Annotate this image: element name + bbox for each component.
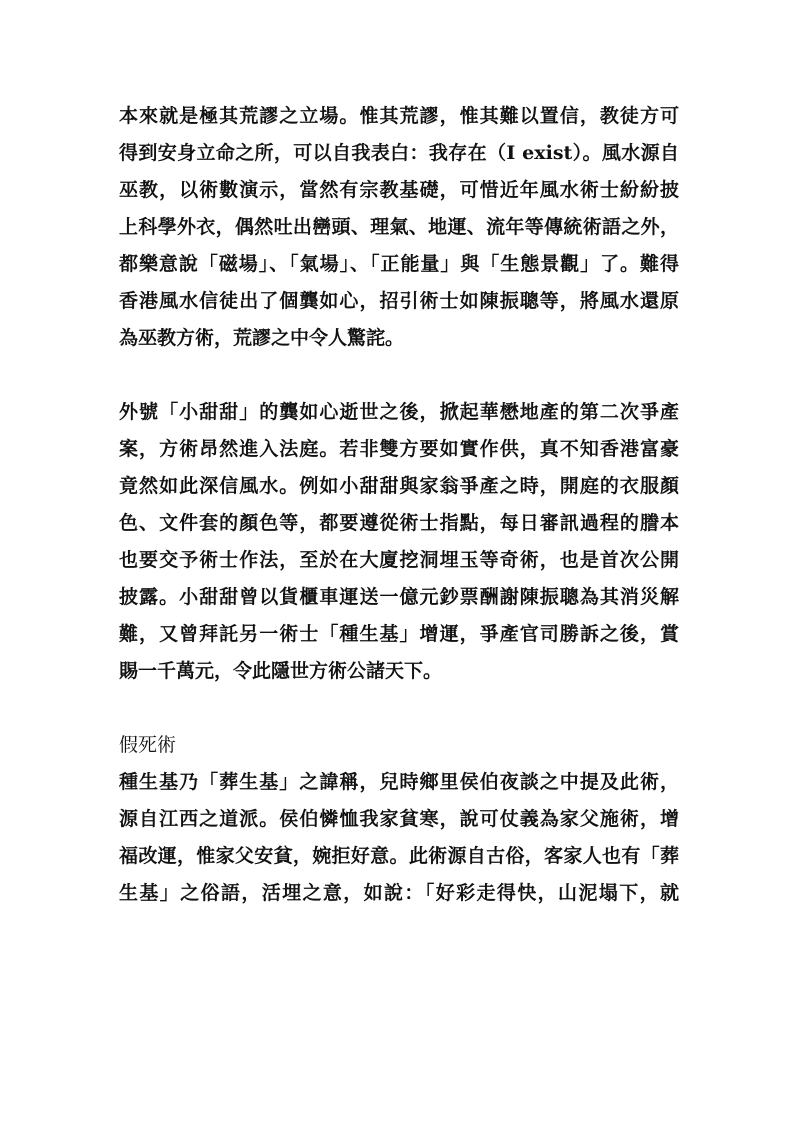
text-line: 難，又曾拜託另一術士「種生基」增運，爭產官司勝訴之後，賞: [119, 623, 679, 645]
document-body: [119, 98, 679, 912]
text-line: 外號「小甜甜」的龔如心逝世之後，掀起華懋地產的第二次爭產: [119, 401, 679, 423]
text-line: 本來就是極其荒謬之立場。惟其荒謬，惟其難以置信，教徒方可: [119, 105, 679, 127]
text-line: 源自江西之道派。侯伯憐恤我家貧寒，說可仗義為家父施術，增: [119, 808, 679, 830]
text-line: 上科學外衣，偶然吐出巒頭、理氣、地運、流年等傳統術語之外，: [119, 216, 679, 238]
text-line: 也要交予術士作法，至於在大廈挖洞埋玉等奇術，也是首次公開: [119, 549, 679, 571]
text-line: 香港風水信徒出了個龔如心，招引術士如陳振聰等，將風水還原: [119, 290, 679, 312]
paragraph-2: [119, 394, 679, 690]
paragraph-3: [119, 764, 679, 912]
text-line: 種生基乃「葬生基」之諱稱，兒時鄉里侯伯夜談之中提及此術，: [119, 771, 679, 793]
text-line: 賜一千萬元，令此隱世方術公諸天下。: [119, 660, 443, 682]
text-line: 竟然如此深信風水。例如小甜甜與家翁爭產之時，開庭的衣服顏: [119, 475, 679, 497]
paragraph-1: [119, 98, 679, 357]
text-line: 福改運，惟家父安貧，婉拒好意。此術源自古俗，客家人也有「葬: [119, 845, 679, 867]
text-line: 案，方術昂然進入法庭。若非雙方要如實作供，真不知香港富豪: [119, 438, 679, 460]
text-line: 巫教，以術數演示，當然有宗教基礎，可惜近年風水術士紛紛披: [119, 179, 679, 201]
paragraph-gap: [119, 357, 679, 394]
text-line: 得到安身立命之所，可以自我表白：我存在（I exist）。風水源自: [119, 142, 679, 164]
section-heading: 假死術: [119, 734, 177, 756]
text-line: 生基」之俗語，活埋之意，如說：「好彩走得快，山泥塌下，就: [119, 882, 679, 904]
text-line: 色、文件套的顏色等，都要遵從術士指點，每日審訊過程的謄本: [119, 512, 679, 534]
paragraph-gap: [119, 690, 679, 727]
text-line: 都樂意說「磁場」、「氣場」、「正能量」與「生態景觀」了。難得: [119, 253, 679, 275]
text-line: 為巫教方術，荒謬之中令人驚詫。: [119, 327, 405, 349]
text-line: 披露。小甜甜曾以貨櫃車運送一億元鈔票酬謝陳振聰為其消災解: [119, 586, 679, 608]
